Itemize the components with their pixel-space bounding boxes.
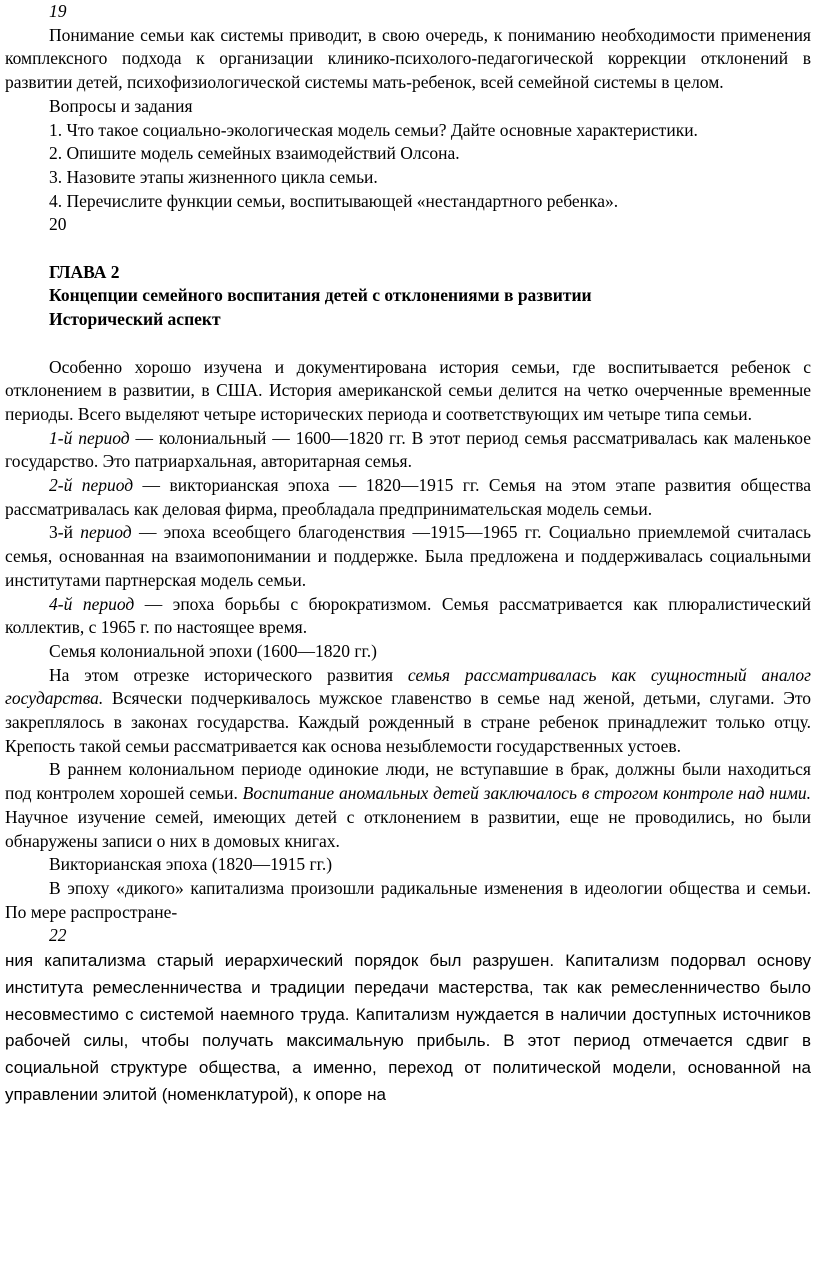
spacer (5, 332, 811, 356)
period-1-text: — колониальный — 1600—1820 гг. В этот период семья рассматривалась как маленькое государство. Это патриархальная, авторитарная семья. (5, 427, 811, 472)
questions-heading: Вопросы и задания (49, 95, 193, 116)
overview-paragraph: Особенно хорошо изучена и документирована история семьи, где воспитывается ребенок с отклонением в развитии, в США. История американской семьи делится на четко очерченные временные периоды. Всего выделяют четыре исторических периода и соответствующих им четыре типа семьи. (5, 356, 811, 424)
spacer (5, 237, 811, 261)
period-4-paragraph (5, 593, 811, 640)
period-1-paragraph (5, 427, 811, 474)
period-1-label: 1-й период (49, 427, 130, 448)
period-2-label: 2-й период (49, 475, 134, 496)
period-4-label: 4-й период (49, 593, 135, 614)
victorian-heading: Викторианская эпоха (1820—1915 гг.) (49, 854, 333, 875)
page-number-top: 19 (49, 1, 67, 21)
question-item: 2. Опишите модель семейных взаимодействий Олсона. (49, 143, 460, 164)
section-title: Исторический аспект (49, 309, 221, 330)
question-item: 4. Перечислите функции семьи, воспитывающей «нестандартного ребенка». (49, 190, 619, 211)
questions-list (5, 119, 811, 214)
intro-paragraph: Понимание семьи как системы приводит, в свою очередь, к пониманию необходимости применения комплексного подхода к организации клинико-психолого-педагогической коррекции отклонений в развитии детей, психофизиологической системы мать-ребенок, всей семейной системы в целом. (5, 24, 811, 93)
colonial-paragraph-2 (5, 758, 811, 853)
period-2-paragraph (5, 474, 811, 521)
page-number-bottom: 22 (49, 925, 67, 946)
chapter-number: ГЛАВА 2 (49, 261, 120, 282)
victorian-paragraph-1: В эпоху «дикого» капитализма произошли радикальные изменения в идеологии общества и семьи. По мере распростране- (5, 877, 811, 922)
period-3-label: период (80, 522, 132, 543)
colonial-p1-end: Всячески подчеркивалось мужское главенство в семье над женой, детьми, слугами. Это закреплялось в законах государства. Каждый рожденный в стране ребенок принадлежит только отцу. Крепость такой семьи рассматривается как основа незыблемости государственных устоев. (5, 688, 811, 756)
colonial-paragraph-1 (5, 664, 811, 759)
chapter-title: Концепции семейного воспитания детей с отклонениями в развитии (49, 285, 592, 306)
period-3-prefix: 3-й (49, 522, 81, 543)
continuation-paragraph: ния капитализма старый иерархический порядок был разрушен. Капитализм подорвал основу института ремесленничества и традиции передачи мастерства, так как ремесленничество было несовместимо с системой наемного труда. Капитализм нуждается в наличии доступных источников рабочей силы, чтобы получать максимальную прибыль. В этот период отмечается сдвиг в социальной структуре общества, а именно, переход от политической модели, основанной на управлении элитой (номенклатурой), к опоре на (5, 951, 811, 1105)
colonial-p2-italic: Воспитание аномальных детей заключалось в строгом контроле над ними. (242, 783, 811, 804)
question-item: 3. Назовите этапы жизненного цикла семьи. (49, 166, 378, 187)
colonial-heading: Семья колониальной эпохи (1600—1820 гг.) (49, 640, 377, 661)
colonial-p1-start: На этом отрезке исторического развития (49, 664, 408, 685)
period-4-text: — эпоха борьбы с бюрократизмом. Семья рассматривается как плюралистический коллектив, с 1965 г. по настоящее время. (5, 593, 811, 638)
question-item: 1. Что такое социально-экологическая модель семьи? Дайте основные характеристики. (49, 119, 698, 140)
period-3-text: — эпоха всеобщего благоденствия —1915—1965 гг. Социально приемлемой считалась семья, основанная на взаимопонимании и поддержке. Была предложена и поддерживалась социальными институтами партнерская модель семьи. (5, 522, 811, 590)
colonial-p2-end: Научное изучение семей, имеющих детей с отклонением в развитии, еще не проводились, но были обнаружены записи о них в домовых книгах. (5, 806, 811, 851)
page-number-mid: 20 (49, 214, 67, 235)
period-3-paragraph (5, 521, 811, 592)
colonial-p2-start: В раннем колониальном периоде одинокие люди, не вступавшие в брак, должны были находиться под контролем хорошей семьи. (5, 759, 811, 804)
period-2-text: — викторианская эпоха — 1820—1915 гг. Семья на этом этапе развития общества рассматривалась как деловая фирма, преобладала предпринимательская модель семьи. (5, 475, 812, 519)
colonial-p1-italic: семья рассматривалась как сущностный аналог государства. (5, 664, 811, 709)
